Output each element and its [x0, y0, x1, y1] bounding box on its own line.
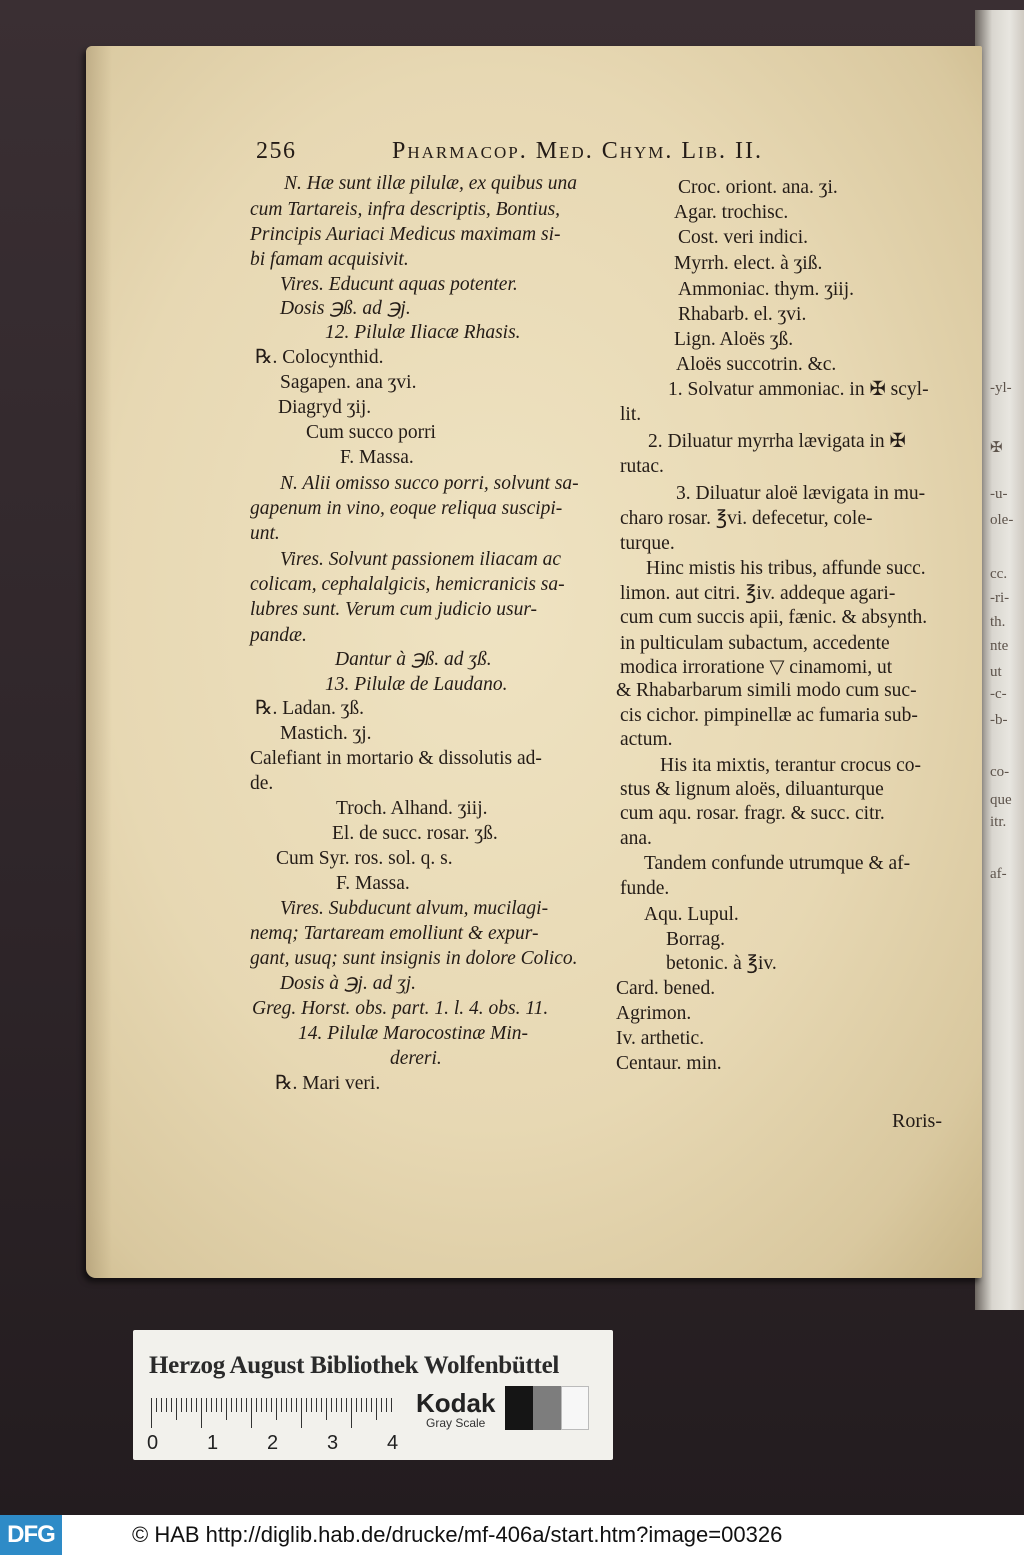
ruler-tick [386, 1398, 387, 1412]
text-line: Ammoniac. thym. ʒiij. [678, 279, 855, 300]
black-swatch [505, 1386, 533, 1430]
text-line: bi famam acquisivit. [250, 249, 409, 270]
text-line: Croc. oriont. ana. ʒi. [678, 177, 838, 198]
page-gutter-shadow [86, 46, 112, 1278]
text-line: Cost. veri indici. [678, 227, 808, 248]
text-line: gapenum in vino, eoque reliqua suscipi- [250, 498, 563, 519]
text-line: lubres sunt. Verum cum judicio usur- [250, 599, 538, 620]
gray-swatch [533, 1386, 561, 1430]
text-line: Myrrh. elect. à ʒiß. [674, 253, 823, 274]
copyright-url[interactable]: © HAB http://diglib.hab.de/drucke/mf-406a/start.htm?image=00326 [132, 1522, 783, 1547]
kodak-logo: Kodak [416, 1388, 496, 1418]
page-number: 256 [256, 138, 297, 164]
ruler-tick [186, 1398, 187, 1412]
text-line: Mastich. ʒj. [280, 723, 372, 744]
text-line: ℞. Colocynthid. [255, 347, 384, 368]
ruler-number: 1 [207, 1432, 219, 1454]
text-line: turque. [620, 533, 675, 554]
text-line: ℞. Mari veri. [275, 1073, 381, 1094]
ruler-tick [331, 1398, 332, 1412]
ruler-number: 2 [267, 1432, 279, 1454]
text-line: Iv. arthetic. [616, 1028, 705, 1049]
ruler-tick [301, 1398, 302, 1428]
footer-bar [0, 1515, 1024, 1555]
fragment-text: ✠ [990, 440, 1003, 456]
text-line: actum. [620, 729, 673, 750]
ruler-tick [256, 1398, 257, 1412]
text-line: Card. bened. [616, 978, 716, 999]
text-line: dereri. [390, 1048, 442, 1069]
text-line: Centaur. min. [616, 1053, 722, 1074]
text-line: 13. Pilulæ de Laudano. [325, 674, 508, 695]
text-line: nemq; Tartaream emolliunt & expur- [250, 923, 539, 944]
text-line: unt. [250, 523, 280, 544]
fragment-text: th. [990, 614, 1006, 630]
ruler-tick [201, 1398, 202, 1428]
text-line: El. de succ. rosar. ʒß. [332, 823, 498, 844]
ruler-tick [341, 1398, 342, 1412]
ruler-tick [381, 1398, 382, 1412]
text-line: rutac. [620, 456, 664, 477]
ruler-tick [281, 1398, 282, 1412]
fragment-text: af- [990, 866, 1007, 882]
fragment-text: -yl- [990, 380, 1012, 396]
text-line: Rhabarb. el. ʒvi. [678, 304, 807, 325]
fragment-text: que [990, 792, 1012, 808]
ruler-tick [271, 1398, 272, 1412]
catchword: Roris- [892, 1110, 942, 1132]
text-line: ana. [620, 828, 652, 849]
text-line: stus & lignum aloës, diluanturque [620, 779, 884, 800]
text-line: Agrimon. [616, 1003, 692, 1024]
page-header [256, 138, 856, 172]
ruler-tick [156, 1398, 157, 1412]
ruler-tick [181, 1398, 182, 1412]
text-line: Calefiant in mortario & dissolutis ad- [250, 748, 542, 769]
text-line: Tandem confunde utrumque & af- [644, 853, 911, 874]
ruler-tick [276, 1398, 277, 1420]
fragment-text: -b- [990, 712, 1008, 728]
text-line: gant, usuq; sunt insignis in dolore Colico. [250, 948, 578, 969]
running-title: Pharmacop. Med. Chym. Lib. II. [392, 138, 764, 164]
fragment-text: cc. [990, 566, 1008, 582]
fragment-text: -u- [990, 486, 1008, 502]
ruler-tick [171, 1398, 172, 1412]
text-line: cis cichor. pimpinellæ ac fumaria sub- [620, 705, 918, 726]
ruler-tick [371, 1398, 372, 1412]
ruler-tick [231, 1398, 232, 1412]
fragment-text: itr. [990, 814, 1007, 830]
text-line: Cum succo porri [306, 422, 436, 443]
library-name: Herzog August Bibliothek Wolfenbüttel [149, 1352, 560, 1379]
dfg-logo: DFG [0, 1515, 62, 1555]
ruler-number: 3 [327, 1432, 339, 1454]
ruler-tick [251, 1398, 252, 1428]
fragment-text: -ri- [990, 590, 1010, 606]
text-line: Aqu. Lupul. [644, 904, 739, 925]
ruler-tick [161, 1398, 162, 1412]
ruler-tick [311, 1398, 312, 1412]
text-line: N. Hæ sunt illæ pilulæ, ex quibus una [284, 173, 578, 194]
text-line: Agar. trochisc. [674, 202, 789, 223]
ruler-tick [216, 1398, 217, 1412]
ruler-tick [351, 1398, 352, 1428]
ruler-tick [191, 1398, 192, 1412]
ruler-tick [321, 1398, 322, 1412]
ruler-tick [211, 1398, 212, 1412]
grayscale-label: Gray Scale [426, 1416, 486, 1430]
text-line: cum aqu. rosar. fragr. & succ. citr. [620, 803, 885, 824]
text-line: colicam, cephalalgicis, hemicranicis sa- [250, 574, 565, 595]
ruler-tick [356, 1398, 357, 1412]
fragment-text: nte [990, 638, 1009, 654]
facing-page-fragments [988, 380, 1024, 900]
text-line: cum cum succis apii, fænic. & absynth. [620, 607, 928, 628]
ruler-tick [346, 1398, 347, 1412]
text-line: Greg. Horst. obs. part. 1. l. 4. obs. 11. [252, 998, 549, 1019]
ruler-tick [286, 1398, 287, 1412]
ruler-tick [316, 1398, 317, 1412]
ruler-tick [226, 1398, 227, 1420]
ruler-tick [366, 1398, 367, 1412]
ruler-tick [236, 1398, 237, 1412]
text-line: betonic. à ℥iv. [666, 953, 777, 974]
ruler-tick [376, 1398, 377, 1420]
text-line: F. Massa. [336, 873, 410, 894]
white-swatch [561, 1386, 589, 1430]
ruler-tick [336, 1398, 337, 1412]
ruler-tick [291, 1398, 292, 1412]
ruler-tick [166, 1398, 167, 1412]
text-line: Vires. Subducunt alvum, mucilagi- [280, 898, 549, 919]
text-line: de. [250, 773, 274, 794]
text-line: Cum Syr. ros. sol. q. s. [276, 848, 453, 869]
fragment-text: ut [990, 664, 1002, 680]
ruler-number: 0 [147, 1432, 159, 1454]
text-line: modica irroratione ▽ cinamomi, ut [620, 657, 893, 678]
ruler-tick [206, 1398, 207, 1412]
text-line: charo rosar. ℥vi. defecetur, cole- [620, 508, 873, 529]
text-line: Troch. Alhand. ʒiij. [336, 798, 488, 819]
ruler-tick [221, 1398, 222, 1412]
ruler-tick [246, 1398, 247, 1412]
text-line: Dosis à ℈j. ad ʒj. [280, 973, 417, 994]
fragment-text: co- [990, 764, 1010, 780]
text-line: Dantur à ℈ß. ad ʒß. [335, 649, 492, 670]
ruler-tick [361, 1398, 362, 1412]
ruler-tick [261, 1398, 262, 1412]
text-line: N. Alii omisso succo porri, solvunt sa- [280, 473, 579, 494]
ruler-tick [196, 1398, 197, 1412]
text-line: Principis Auriaci Medicus maximam si- [250, 224, 561, 245]
ruler-tick [241, 1398, 242, 1412]
text-line: funde. [620, 878, 670, 899]
text-line: F. Massa. [340, 447, 414, 468]
text-line: Lign. Aloës ʒß. [674, 329, 794, 350]
text-line: Borrag. [666, 929, 726, 950]
text-line: 14. Pilulæ Marocostinæ Min- [298, 1023, 529, 1044]
ruler-tick [326, 1398, 327, 1420]
text-line: lit. [620, 404, 642, 425]
fragment-text: -c- [990, 686, 1007, 702]
text-line: Vires. Solvunt passionem iliacam ac [280, 549, 562, 570]
text-line: Hinc mistis his tribus, affunde succ. [646, 558, 926, 579]
ruler-tick [306, 1398, 307, 1412]
ruler-tick [176, 1398, 177, 1420]
text-line: limon. aut citri. ℥iv. addeque agari- [620, 583, 896, 604]
text-line: pandæ. [250, 625, 307, 646]
text-line: in pulticulam subactum, accedente [620, 633, 890, 654]
text-line: Dosis ℈ß. ad ℈j. [280, 298, 411, 319]
fragment-text: ole- [990, 512, 1014, 528]
ruler-tick [296, 1398, 297, 1412]
color-target-card [133, 1330, 613, 1460]
text-line: His ita mixtis, terantur crocus co- [660, 755, 922, 776]
text-line: 3. Diluatur aloë lævigata in mu- [676, 483, 926, 504]
text-line: ℞. Ladan. ʒß. [255, 698, 364, 719]
text-line: & Rhabarbarum simili modo cum suc- [616, 680, 917, 701]
text-line: 2. Diluatur myrrha lævigata in ✠ [648, 431, 906, 452]
ruler-number: 4 [387, 1432, 399, 1454]
text-line: Aloës succotrin. &c. [676, 354, 837, 375]
text-line: Sagapen. ana ʒvi. [280, 372, 417, 393]
text-line: Diagryd ʒij. [278, 397, 372, 418]
ruler-tick [266, 1398, 267, 1412]
text-line: cum Tartareis, infra descriptis, Bontius, [250, 199, 561, 220]
text-line: 12. Pilulæ Iliacæ Rhasis. [325, 322, 521, 343]
measurement-ruler [147, 1398, 401, 1454]
ruler-tick [391, 1398, 392, 1412]
text-line: Vires. Educunt aquas potenter. [280, 274, 518, 295]
ruler-tick [151, 1398, 152, 1428]
text-line: 1. Solvatur ammoniac. in ✠ scyl- [668, 379, 929, 400]
